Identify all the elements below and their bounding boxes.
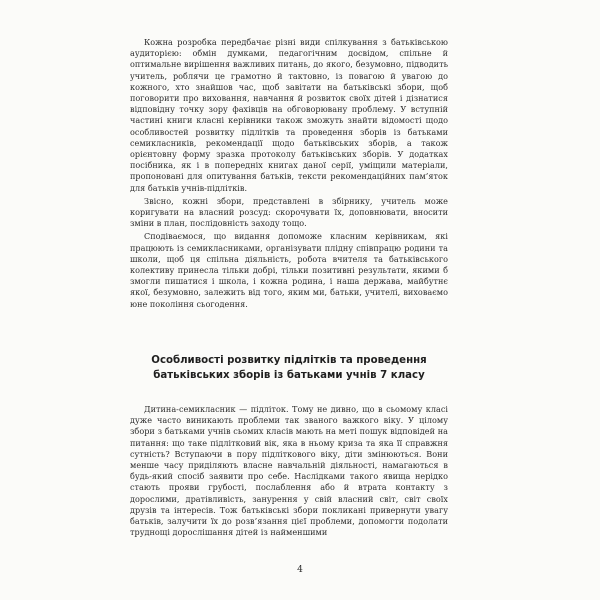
intro-paragraph-3: Сподіваємося, що видання допоможе класним керівникам, які працюють із семикласниками, організувати плідну співпрацю родини та школи, щоб ця спільна діяльність, робота вчителя та батьківського колективу принесла тільки добрі, тільки позитивні результати, якими б змогли пишатися і школа, і кожна родина, і наша держава, майбутнє якої, безумовно, залежить від того, яким ми, батьки, учителі, виховаємо юне покоління сьогодення.	[130, 231, 448, 309]
intro-text	[130, 37, 448, 310]
section-heading: Особливості розвитку підлітків та проведення батьківських зборів із батьками учнів 7 класу	[151, 355, 427, 381]
section-paragraph: Дитина-семикласник — підліток. Тому не дивно, що в сьомому класі дуже часто виникають проблеми так званого важкого віку. У цілому збори з батьками учнів сьомих класів мають на меті пошук відповідей на питання: що таке підлітковий вік, яка в ньому криза та яка її справжня сутність? Вступаючи в пору підліткового віку, діти змінюються. Вони менше часу приділяють власне навчальній діяльності, намагаються в будь-який спосіб заявити про себе. Наслідками такого явища нерідко стають прояви грубості, послаблення або й втрата контакту з дорослими, дратівливість, занурення у свій власний світ, світ своїх друзів та інтересів. Тож батьківські збори покликані привернути увагу батьків, залучити їх до розв’язання цієї проблеми, допомогти подолати труднощі дорослішання дітей із найменшими	[130, 404, 448, 538]
intro-paragraph-1: Кожна розробка передбачає різні види спілкування з батьківською аудиторією: обмін думками, педагогічним досвідом, спільне й оптимальне вирішення важливих питань, до якого, безумовно, підводить учитель, роблячи це грамотно й тактовно, із повагою й увагою до кожного, хто знайшов час, щоб завітати на батьківські збори, щоб поговорити про виховання, навчання й розвиток своїх дітей і дізнатися відповідну точку зору фахівців на обговорювану проблему. У вступній частині книги класні керівники також зможуть знайти відомості щодо особливостей розвитку підлітків та проведення зборів із батьками семикласників, рекомендації щодо батьківських зборів, а також орієнтовну форму зразка протоколу батьківських зборів. У додатках посібника, як і в попередніх книгах даної серії, уміщили матеріали, пропоновані для опитування батьків, тексти рекомендаційних пам’яток для батьків учнів-підлітків.	[130, 37, 448, 193]
intro-paragraph-2: Звісно, кожні збори, представлені в збірнику, учитель може коригувати на власний розсуд: скорочувати їх, доповнювати, вносити зміни в план, послідовність заходу тощо.	[130, 195, 448, 229]
page-number: 4	[297, 565, 303, 575]
section-text	[130, 404, 448, 538]
